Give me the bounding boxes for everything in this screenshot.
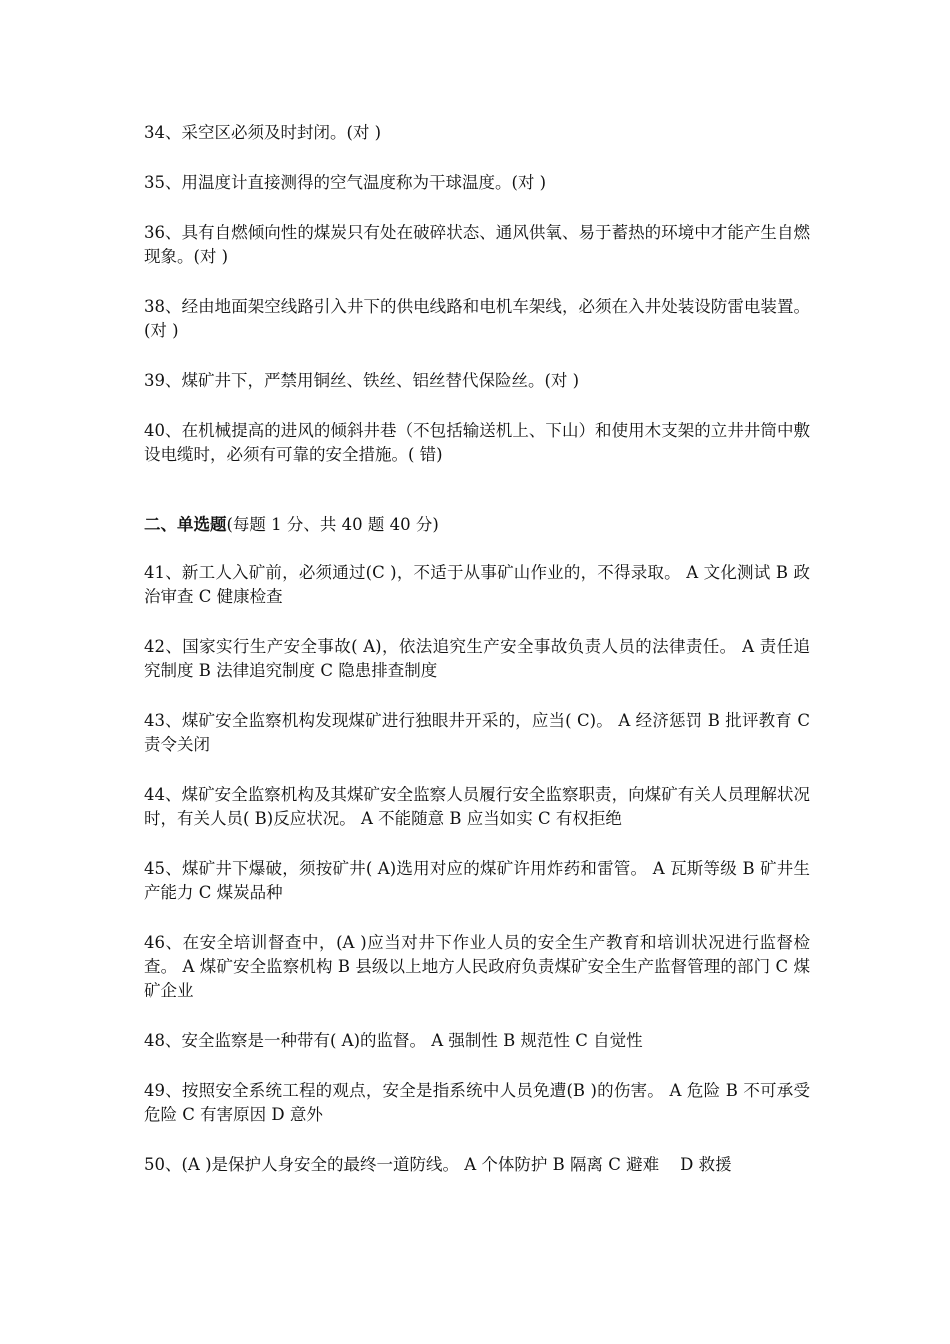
question-35: 35、用温度计直接测得的空气温度称为干球温度。(对 ) — [144, 173, 547, 192]
document-body — [144, 121, 816, 1203]
question-44: 44、煤矿安全监察机构及其煤矿安全监察人员履行安全监察职责，向煤矿有关人员理解状况时，有关人员( B)反应状况。 A 不能随意 B 应当如实 C 有权拒绝 — [144, 785, 810, 828]
question-38: 38、经由地面架空线路引入井下的供电线路和电机车架线，必须在入井处装设防雷电装置。(对 ) — [144, 297, 810, 340]
question-41: 41、新工人入矿前，必须通过(C )，不适于从事矿山作业的，不得录取。 A 文化测试 B 政治审查 C 健康检查 — [144, 563, 810, 606]
question-46: 46、在安全培训督查中，(A )应当对井下作业人员的安全生产教育和培训状况进行监督检查。 A 煤矿安全监察机构 B 县级以上地方人民政府负责煤矿安全生产监督管理的部门 C 煤矿企业 — [144, 933, 810, 1000]
question-45: 45、煤矿井下爆破，须按矿井( A)选用对应的煤矿许用炸药和雷管。 A 瓦斯等级 B 矿井生产能力 C 煤炭品种 — [144, 859, 810, 902]
question-36: 36、具有自燃倾向性的煤炭只有处在破碎状态、通风供氧、易于蓄热的环境中才能产生自燃现象。(对 ) — [144, 223, 810, 266]
section-title: 二、单选题 — [144, 515, 227, 534]
question-39: 39、煤矿井下，严禁用铜丝、铁丝、铝丝替代保险丝。(对 ) — [144, 371, 580, 390]
question-48: 48、安全监察是一种带有( A)的监督。 A 强制性 B 规范性 C 自觉性 — [144, 1031, 643, 1050]
section-scoring-note: (每题 1 分、共 40 题 40 分) — [226, 515, 439, 534]
question-34: 34、采空区必须及时封闭。(对 ) — [144, 123, 382, 142]
question-49: 49、按照安全系统工程的观点，安全是指系统中人员免遭(B )的伤害。 A 危险 B 不可承受危险 C 有害原因 D 意外 — [144, 1081, 810, 1124]
section-heading-single-choice — [144, 513, 810, 537]
question-42: 42、国家实行生产安全事故( A)，依法追究生产安全事故负责人员的法律责任。 A 责任追究制度 B 法律追究制度 C 隐患排查制度 — [144, 637, 810, 680]
question-50: 50、(A )是保护人身安全的最终一道防线。 A 个体防护 B 隔离 C 避难 D 救援 — [144, 1155, 732, 1174]
question-40: 40、在机械提高的进风的倾斜井巷（不包括输送机上、下山）和使用木支架的立井井筒中敷设电缆时，必须有可靠的安全措施。( 错) — [144, 421, 810, 464]
question-43: 43、煤矿安全监察机构发现煤矿进行独眼井开采的，应当( C)。 A 经济惩罚 B 批评教育 C 责令关闭 — [144, 711, 816, 754]
